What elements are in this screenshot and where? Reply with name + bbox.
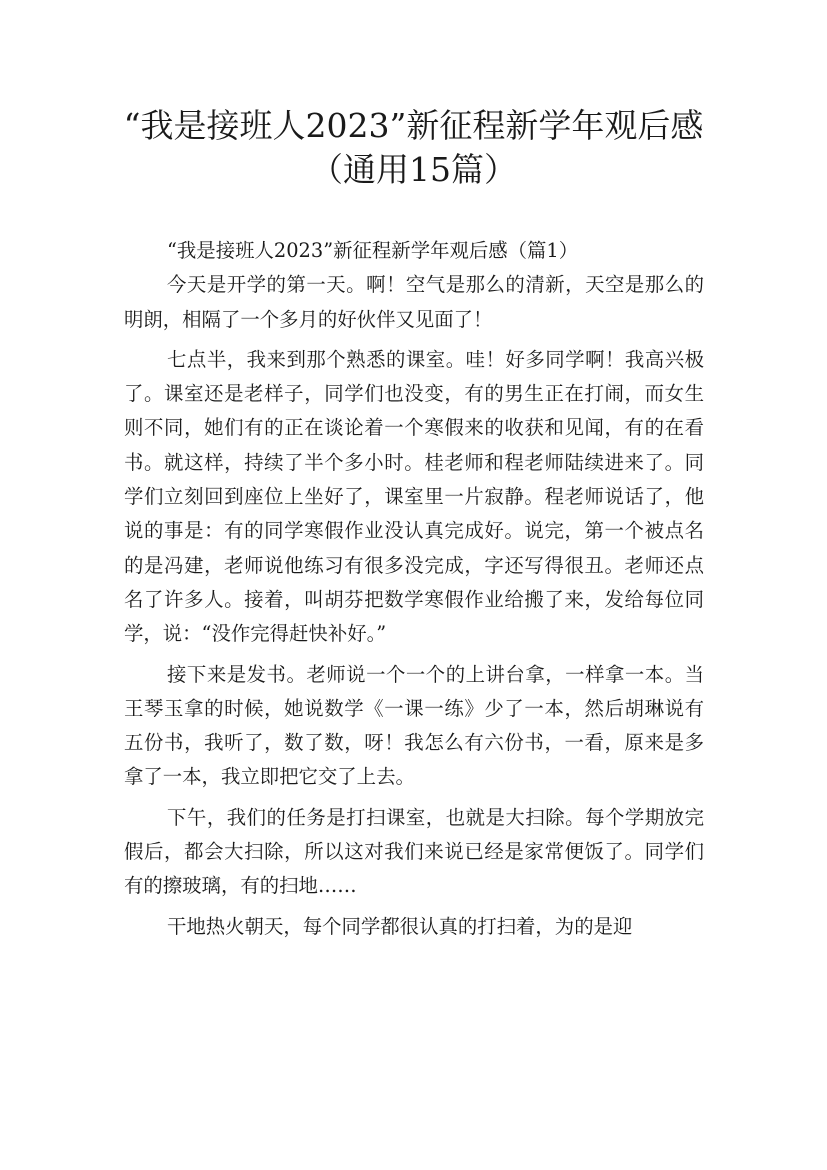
paragraph-4: 下午，我们的任务是打扫课室，也就是大扫除。每个学期放完假后，都会大扫除，所以这对我们来说已经是家常便饭了。同学们有的擦玻璃，有的扫地…… [124,805,704,898]
section-heading: “我是接班人2023”新征程新学年观后感（篇1） [167,239,579,262]
paragraph-1: 今天是开学的第一天。啊！空气是那么的清新，天空是那么的明朗，相隔了一个多月的好伙伴又见面了！ [124,273,704,331]
document-body [124,234,704,950]
paragraph-2: 七点半，我来到那个熟悉的课室。哇！好多同学啊！我高兴极了。课室还是老样子，同学们也没变，有的男生正在打闹，而女生则不同，她们有的正在谈论着一个寒假来的收获和见闻，有的在看书。就这样，持续了半个多小时。桂老师和程老师陆续进来了。同学们立刻回到座位上坐好了，课室里一片寂静。程老师说话了，他说的事是：有的同学寒假作业没认真完成好。说完，第一个被点名的是冯建，老师说他练习有很多没完成，字还写得很丑。老师还点名了许多人。接着，叫胡芬把数学寒假作业给搬了来，发给每位同学，说：“没作完得赶快补好。” [124,347,704,646]
paragraph-5: 干地热火朝天，每个同学都很认真的打扫着，为的是迎 [167,914,633,938]
document-title-line-2: （通用15篇） [310,150,517,189]
paragraph-3: 接下来是发书。老师说一个一个的上讲台拿，一样拿一本。当王琴玉拿的时候，她说数学《一课一练》少了一本，然后胡琳说有五份书，我听了，数了数，呀！我怎么有六份书，一看，原来是多拿了一本，我立即把它交了上去。 [124,662,704,789]
document-title-line-1: “我是接班人2023”新征程新学年观后感 [123,106,704,145]
